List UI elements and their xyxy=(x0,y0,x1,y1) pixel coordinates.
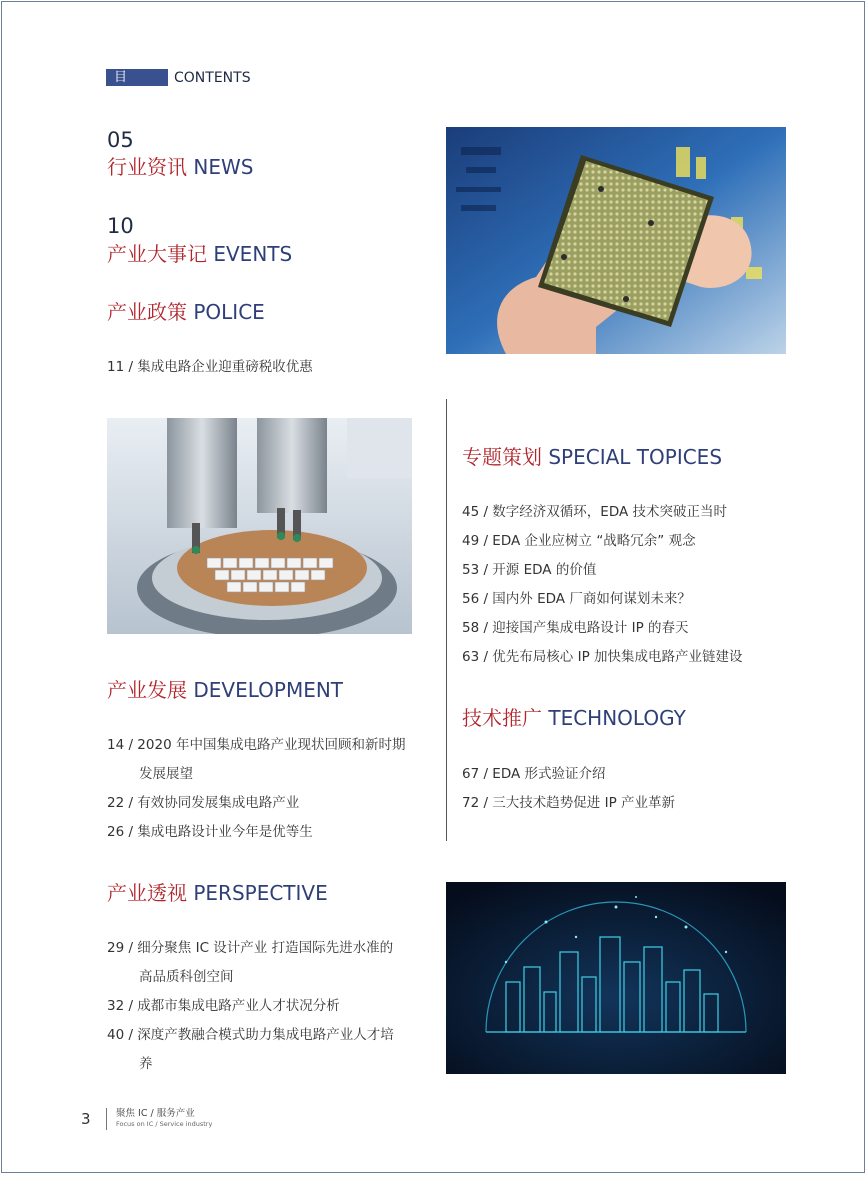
news-heading[interactable] xyxy=(107,155,253,179)
technology-heading-en: TECHNOLOGY xyxy=(548,706,686,730)
contents-page xyxy=(1,1,865,1173)
column-divider xyxy=(446,399,447,841)
police-heading-en: POLICE xyxy=(193,300,265,324)
chip-in-hand-photo xyxy=(446,127,786,354)
toc-item[interactable]: 49 / EDA 企业应树立 “战略冗余” 观念 xyxy=(462,533,696,549)
perspective-heading-en: PERSPECTIVE xyxy=(193,881,328,905)
technology-heading-zh: 技术推广 xyxy=(462,706,542,730)
toc-item[interactable]: 40 / 深度产教融合模式助力集成电路产业人才培 xyxy=(107,1027,394,1043)
news-heading-zh: 行业资讯 xyxy=(107,155,187,179)
page-number: 3 xyxy=(81,1110,91,1128)
development-heading-en: DEVELOPMENT xyxy=(193,678,344,702)
special-topics-heading-zh: 专题策划 xyxy=(462,445,542,469)
events-heading[interactable] xyxy=(107,242,292,266)
toc-item-continuation[interactable]: 高品质科创空间 xyxy=(139,969,234,985)
toc-item[interactable]: 22 / 有效协同发展集成电路产业 xyxy=(107,795,300,811)
toc-item[interactable]: 56 / 国内外 EDA 厂商如何谋划未来？ xyxy=(462,591,691,607)
news-heading-en: NEWS xyxy=(193,155,254,179)
toc-item[interactable]: 45 / 数字经济双循环，EDA 技术突破正当时 xyxy=(462,504,728,520)
toc-item[interactable]: 72 / 三大技术趋势促进 IP 产业革新 xyxy=(462,795,676,811)
toc-item[interactable]: 53 / 开源 EDA 的价值 xyxy=(462,562,597,578)
toc-item[interactable]: 29 / 细分聚焦 IC 设计产业 打造国际先进水准的 xyxy=(107,940,394,956)
perspective-heading[interactable] xyxy=(107,881,328,905)
wafer-machine-photo xyxy=(107,418,412,634)
toc-item[interactable]: 14 / 2020 年中国集成电路产业现状回顾和新时期 xyxy=(107,737,406,753)
footer-divider xyxy=(106,1108,107,1130)
police-heading-zh: 产业政策 xyxy=(107,300,187,324)
toc-item-continuation[interactable]: 养 xyxy=(139,1056,153,1072)
development-heading-zh: 产业发展 xyxy=(107,678,187,702)
tech-city-image xyxy=(446,882,786,1074)
development-heading[interactable] xyxy=(107,678,343,702)
toc-item[interactable]: 32 / 成都市集成电路产业人才状况分析 xyxy=(107,998,340,1014)
toc-item[interactable]: 26 / 集成电路设计业今年是优等生 xyxy=(107,824,313,840)
perspective-heading-zh: 产业透视 xyxy=(107,881,187,905)
toc-item[interactable]: 58 / 迎接国产集成电路设计 IP 的春天 xyxy=(462,620,689,636)
contents-label-cn: 目 录 xyxy=(106,69,168,86)
contents-label-en: CONTENTS xyxy=(174,70,251,86)
toc-item[interactable]: 11 / 集成电路企业迎重磅税收优惠 xyxy=(107,359,313,375)
footer-slogan-en: Focus on IC / Service industry xyxy=(116,1120,213,1128)
toc-item-continuation[interactable]: 发展展望 xyxy=(139,766,193,782)
events-heading-en: EVENTS xyxy=(213,242,293,266)
events-page-number: 10 xyxy=(107,214,134,238)
police-heading[interactable] xyxy=(107,300,265,324)
toc-item[interactable]: 67 / EDA 形式验证介绍 xyxy=(462,766,606,782)
footer-slogan-cn: 聚焦 IC / 服务产业 xyxy=(116,1108,195,1119)
special-topics-heading-en: SPECIAL TOPICES xyxy=(548,445,723,469)
news-page-number: 05 xyxy=(107,128,134,152)
technology-heading[interactable] xyxy=(462,706,686,730)
special-topics-heading[interactable] xyxy=(462,445,722,469)
events-heading-zh: 产业大事记 xyxy=(107,242,207,266)
toc-item[interactable]: 63 / 优先布局核心 IP 加快集成电路产业链建设 xyxy=(462,649,743,665)
